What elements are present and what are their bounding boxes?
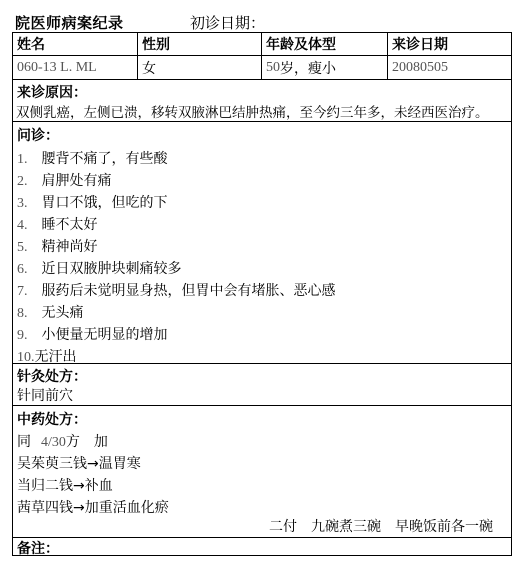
patient-age-value [261, 56, 387, 80]
inquiry-item: 5. 精神尚好 [17, 239, 98, 255]
herbal-item: 吴茱萸三钱→温胃寒 [17, 456, 141, 472]
document-header [12, 10, 514, 34]
col-age-header: 年龄及体型 [261, 33, 387, 55]
inquiry-item: 8. 无头痛 [17, 305, 84, 321]
inquiry-item: 6. 近日双腋肿块刺痛较多 [17, 261, 182, 277]
herbal-base-formula: 同 4/30方 加 [17, 434, 108, 450]
inquiry-section [13, 121, 511, 364]
patient-value-row [13, 55, 511, 80]
inquiry-item: 9. 小便量无明显的增加 [17, 327, 168, 343]
herbal-section [13, 405, 511, 538]
age-body-type: 岁，瘦小 [280, 61, 336, 77]
inquiry-item: 3. 胃口不饿，但吃的下 [17, 195, 168, 211]
record-sheet [12, 32, 512, 556]
acupuncture-text: 针同前穴 [17, 388, 73, 404]
remarks-title: 备注： [17, 541, 59, 557]
visit-date-value: 20080505 [387, 56, 511, 80]
inquiry-item: 4. 睡不太好 [17, 217, 98, 233]
patient-header-row [13, 33, 511, 55]
first-visit-date-label: 初诊日期： [190, 14, 266, 32]
herbal-title: 中药处方： [17, 412, 87, 428]
reason-text: 双侧乳癌，左侧已溃，移转双腋淋巴结肿热痛，至今约三年多，未经西医治疗。 [16, 105, 489, 121]
patient-sex-value: 女 [137, 56, 261, 80]
inquiry-item: 1. 腰背不痛了，有些酸 [17, 151, 168, 167]
age-number: 50 [266, 60, 280, 75]
reason-title: 来诊原因： [17, 85, 87, 101]
document-title: 院医师病案纪录 [15, 14, 124, 32]
patient-name-value: 060-13 L. ML [17, 60, 97, 75]
remarks-section [13, 537, 511, 556]
reason-section [13, 79, 511, 122]
herbal-item: 当归二钱→补血 [17, 478, 113, 494]
col-sex-header: 性别 [137, 33, 261, 55]
col-visit-date-header: 来诊日期 [387, 33, 511, 55]
inquiry-item: 7. 服药后未觉明显身热，但胃中会有堵胀、恶心感 [17, 283, 336, 299]
herbal-item: 茜草四钱→加重活血化瘀 [17, 500, 169, 516]
inquiry-item: 2. 肩胛处有痛 [17, 173, 112, 189]
col-name-header: 姓名 [17, 37, 45, 53]
acupuncture-title: 针灸处方： [17, 369, 87, 385]
acupuncture-section [13, 363, 511, 406]
herbal-dosage: 二付 九碗煮三碗 早晚饭前各一碗 [269, 519, 493, 535]
inquiry-title: 问诊： [17, 128, 59, 144]
inquiry-item: 10.无汗出 [17, 349, 77, 365]
